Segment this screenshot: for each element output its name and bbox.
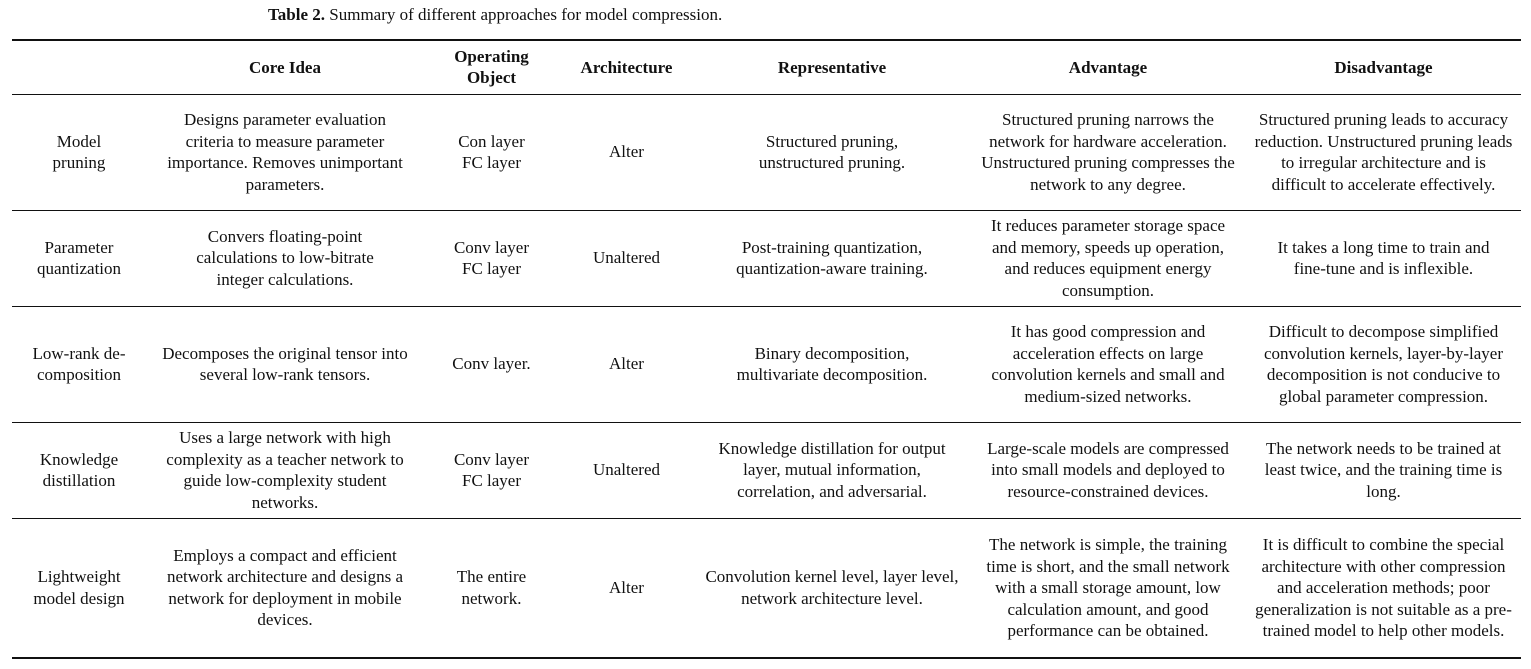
header-method [12,40,146,94]
representative-cell: Knowledge distillation for output layer, mutual information, correlation, and adversarial. [694,422,970,518]
method-cell: Lightweight model design [12,518,146,658]
table-row [12,306,1521,422]
method-cell: Parameter quantization [12,210,146,306]
advantage-cell: Large-scale models are compressed into small models and deployed to resource-constrained devices. [970,422,1246,518]
method-cell: Knowledge distillation [12,422,146,518]
disadvantage-cell: Structured pruning leads to accuracy reduction. Unstructured pruning leads to irregular architecture and is difficult to accelerate effectively. [1246,94,1521,210]
representative-cell: Binary decomposition, multivariate decomposition. [694,306,970,422]
operating-object-cell: The entire network. [424,518,559,658]
table-caption [268,4,722,26]
representative-cell: Convolution kernel level, layer level, network architecture level. [694,518,970,658]
operating-object-cell: Conv layer. [424,306,559,422]
representative-cell: Structured pruning, unstructured pruning. [694,94,970,210]
header-architecture: Architecture [559,40,694,94]
advantage-cell: It reduces parameter storage space and memory, speeds up operation, and reduces equipment energy consumption. [970,210,1246,306]
core-idea-cell: Decomposes the original tensor into several low-rank tensors. [146,306,424,422]
caption-label: Table 2. [268,5,326,24]
disadvantage-cell: Difficult to decompose simplified convolution kernels, layer-by-layer decomposition is not conducive to global parameter compression. [1246,306,1521,422]
architecture-cell: Alter [559,94,694,210]
advantage-cell: Structured pruning narrows the network for hardware acceleration. Unstructured pruning compresses the network to any degree. [970,94,1246,210]
header-representative: Representative [694,40,970,94]
disadvantage-cell: It is difficult to combine the special architecture with other compression and acceleration methods; poor generalization is not suitable as a pre-trained model to help other models. [1246,518,1521,658]
table-row [12,210,1521,306]
architecture-cell: Unaltered [559,422,694,518]
representative-cell: Post-training quantization, quantization-aware training. [694,210,970,306]
method-cell: Model pruning [12,94,146,210]
method-cell: Low-rank de-composition [12,306,146,422]
architecture-cell: Unaltered [559,210,694,306]
table-row [12,422,1521,518]
core-idea-cell: Convers floating-point calculations to low-bitrate integer calculations. [146,210,424,306]
architecture-cell: Alter [559,306,694,422]
operating-object-cell: Con layer FC layer [424,94,559,210]
operating-object-cell: Conv layer FC layer [424,422,559,518]
architecture-cell: Alter [559,518,694,658]
header-core-idea: Core Idea [146,40,424,94]
core-idea-cell: Designs parameter evaluation criteria to measure parameter importance. Removes unimportant parameters. [146,94,424,210]
caption-text: Summary of different approaches for model compression. [325,5,723,24]
header-advantage: Advantage [970,40,1246,94]
disadvantage-cell: The network needs to be trained at least twice, and the training time is long. [1246,422,1521,518]
table-row [12,94,1521,210]
compression-table [12,39,1521,659]
table-row [12,518,1521,658]
advantage-cell: It has good compression and acceleration effects on large convolution kernels and small and medium-sized networks. [970,306,1246,422]
header-row [12,40,1521,94]
disadvantage-cell: It takes a long time to train and fine-tune and is inflexible. [1246,210,1521,306]
operating-object-cell: Conv layer FC layer [424,210,559,306]
header-operating-object: Operating Object [424,40,559,94]
advantage-cell: The network is simple, the training time is short, and the small network with a small storage amount, low calculation amount, and good performance can be obtained. [970,518,1246,658]
header-disadvantage: Disadvantage [1246,40,1521,94]
core-idea-cell: Uses a large network with high complexity as a teacher network to guide low-complexity student networks. [146,422,424,518]
core-idea-cell: Employs a compact and efficient network architecture and designs a network for deployment in mobile devices. [146,518,424,658]
